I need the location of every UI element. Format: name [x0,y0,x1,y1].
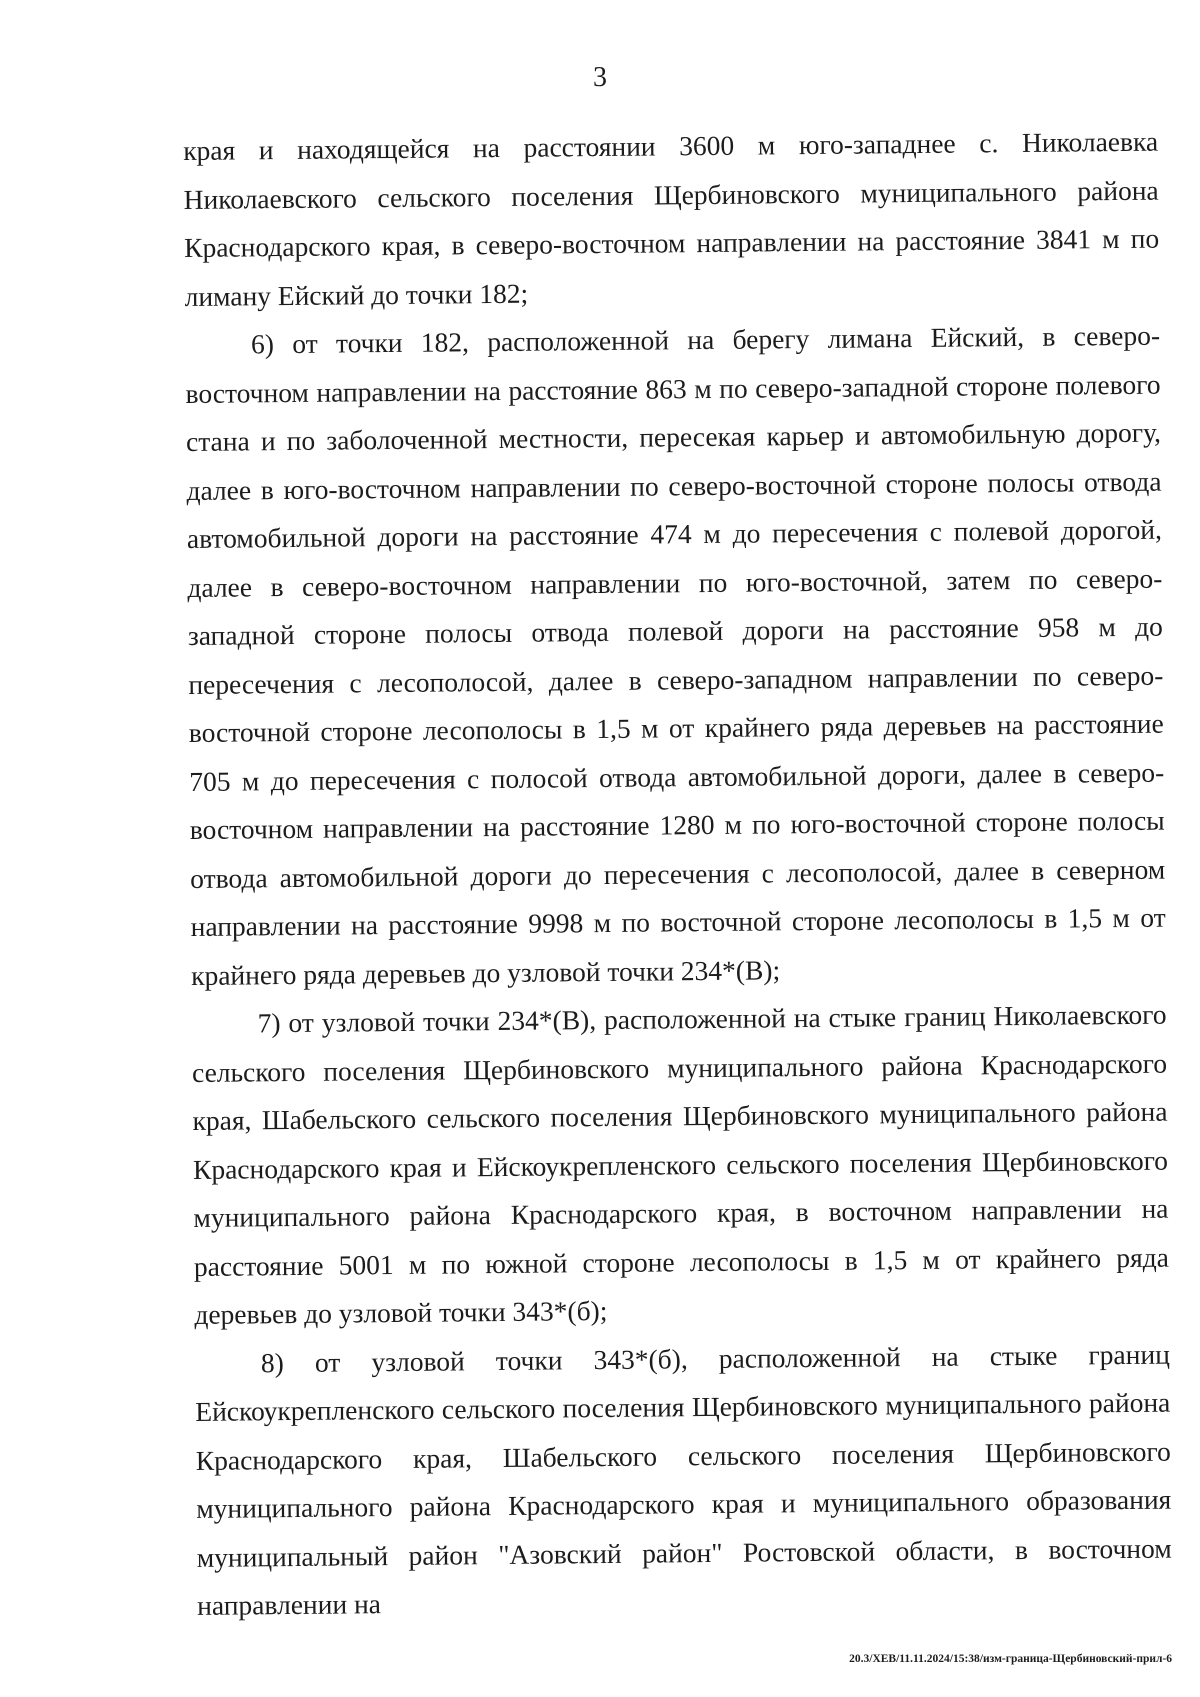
document-body [183,118,1172,1631]
paragraph-item-7: 7) от узловой точки 234*(В), расположенной на стыке границ Николаевского сельского поселения Щербиновского муниципального района Краснодарского края, Шабельского сельского поселения Щербиновского муниципального района Краснодарского края и Ейскоукрепленского сельского поселения Щербиновского муниципального района Краснодарского края, в восточном направлении на расстояние 5001 м по южной стороне лесополосы в 1,5 м от крайнего ряда деревьев до узловой точки 343*(б); [191,998,1170,1330]
paragraph-item-6: 6) от точки 182, расположенной на берегу лимана Ейский, в северо-восточном направлении на расстояние 863 м по северо-западной стороне полевого стана и по заболоченной местности, пересекая карьер и автомобильную дорогу, далее в юго-восточном направлении по северо-восточной стороне полосы отвода автомобильной дороги на расстояние 474 м до пересечения с полевой дорогой, далее в северо-восточном направлении по юго-восточной, затем по северо-западной стороне полосы отвода полевой дороги на расстояние 958 м до пересечения с лесополосой, далее в северо-западном направлении по северо-восточной стороне лесополосы в 1,5 м от крайнего ряда деревьев на расстояние 705 м до пересечения с полосой отвода автомобильной дороги, далее в северо-восточном направлении на расстояние 1280 м по юго-восточной стороне полосы отвода автомобильной дороги до пересечения с лесополосой, далее в северном направлении на расстояние 9998 м по восточной стороне лесополосы в 1,5 м от крайнего ряда деревьев до узловой точки 234*(В); [185,319,1166,991]
paragraph-item-8: 8) от узловой точки 343*(б), расположенной на стыке границ Ейскоукрепленского сельского поселения Щербиновского муниципального района Краснодарского края, Шабельского сельского поселения Щербиновского муниципального района Краснодарского края и муниципального образования муниципальный район "Азовский район" Ростовской области, в восточном направлении на [195,1338,1172,1621]
page-number: 3 [593,62,607,93]
document-footer-code: 20.3/ХЕВ/11.11.2024/15:38/изм-граница-Щербиновский-прил-6 [849,1653,1172,1665]
paragraph-continuation: края и находящейся на расстоянии 3600 м юго-западнее с. Николаевка Николаевского сельского поселения Щербиновского муниципального района Краснодарского края, в северо-восточном направлении на расстояние 3841 м по лиману Ейский до точки 182; [183,125,1160,312]
